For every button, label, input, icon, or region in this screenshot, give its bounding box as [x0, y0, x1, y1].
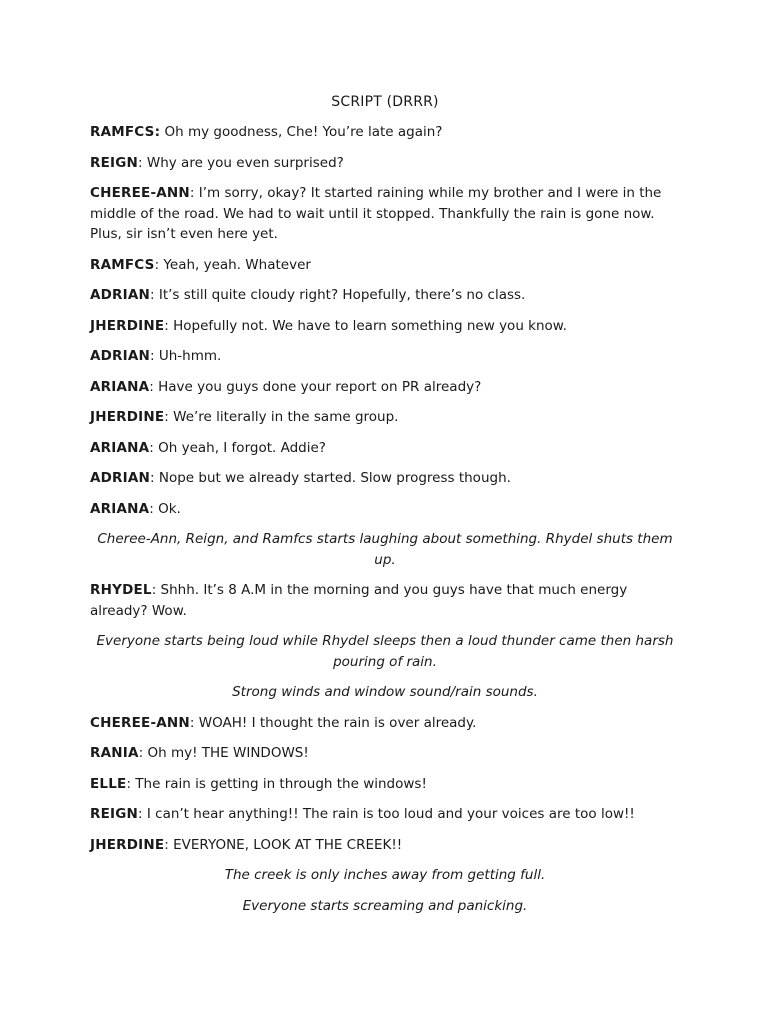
- speaker-name: CHEREE-ANN: [90, 185, 190, 201]
- dialogue-line: [90, 499, 680, 520]
- dialogue-line: [90, 713, 680, 734]
- speaker-name: REIGN: [90, 154, 139, 171]
- speaker-name: ADRIAN: [90, 470, 151, 486]
- dialogue-text: : I can’t hear anything!! The rain is too loud and your voices are too low!!: [138, 806, 635, 822]
- dialogue-text: : Oh yeah, I forgot. Addie?: [149, 439, 326, 456]
- dialogue-line: [90, 804, 680, 825]
- speaker-name: ADRIAN: [90, 287, 151, 303]
- dialogue-text: : Ok.: [149, 500, 181, 517]
- speaker-name: ARIANA: [90, 439, 150, 456]
- dialogue-line: [90, 580, 680, 621]
- dialogue-line: [90, 153, 680, 174]
- speaker-name: RHYDEL: [90, 582, 152, 598]
- dialogue-text: : We’re literally in the same group.: [164, 409, 399, 425]
- speaker-name: ARIANA: [90, 378, 150, 395]
- dialogue-text: : Why are you even surprised?: [138, 154, 344, 171]
- stage-direction: Everyone starts screaming and panicking.: [242, 897, 528, 914]
- dialogue-text: : Nope but we already started. Slow progress though.: [150, 470, 511, 486]
- stage-direction: The creek is only inches away from getting full.: [224, 867, 546, 883]
- dialogue-line: [90, 377, 680, 398]
- dialogue-text: : EVERYONE, LOOK AT THE CREEK!!: [164, 836, 403, 853]
- speaker-name: JHERDINE: [90, 409, 165, 425]
- stage-direction: Strong winds and window sound/rain sounds.: [232, 684, 538, 700]
- dialogue-line: [90, 468, 680, 489]
- stage-direction: Cheree-Ann, Reign, and Ramfcs starts laughing about something. Rhydel shuts them up.: [97, 531, 673, 568]
- speaker-name: JHERDINE: [90, 317, 165, 334]
- script-title: SCRIPT (DRRR): [331, 94, 439, 110]
- dialogue-line: [90, 346, 680, 367]
- script-page: [90, 94, 680, 926]
- speaker-name: JHERDINE: [90, 836, 165, 853]
- dialogue-line: [90, 835, 680, 856]
- dialogue-line: [90, 438, 680, 459]
- dialogue-text: : Hopefully not. We have to learn something new you know.: [164, 317, 567, 334]
- speaker-name: CHEREE-ANN: [90, 714, 190, 731]
- dialogue-line: [90, 774, 680, 795]
- speaker-name: ADRIAN: [90, 348, 151, 364]
- dialogue-text: : Shhh. It’s 8 A.M in the morning and you guys have that much energy already? Wow.: [90, 582, 628, 619]
- dialogue-line: [90, 407, 680, 428]
- speaker-name: ARIANA: [90, 500, 150, 517]
- dialogue-text: : I’m sorry, okay? It started raining while my brother and I were in the middle of the road. We had to wait until it stopped. Thankfully the rain is gone now. Plus, sir isn’t even here yet.: [90, 185, 662, 242]
- dialogue-line: [90, 183, 680, 245]
- dialogue-text: : Oh my! THE WINDOWS!: [138, 745, 309, 761]
- dialogue-line: [90, 316, 680, 337]
- dialogue-line: [90, 122, 680, 143]
- dialogue-text: : Have you guys done your report on PR already?: [149, 378, 482, 395]
- dialogue-line: [90, 255, 680, 276]
- dialogue-text: : The rain is getting in through the windows!: [126, 775, 427, 792]
- dialogue-text: : WOAH! I thought the rain is over already.: [189, 714, 477, 731]
- dialogue-line: [90, 743, 680, 764]
- dialogue-text: : It’s still quite cloudy right? Hopefully, there’s no class.: [150, 287, 526, 303]
- speaker-name: RAMFCS:: [90, 124, 161, 140]
- speaker-name: RAMFCS: [90, 256, 155, 273]
- dialogue-line: [90, 285, 680, 306]
- speaker-name: ELLE: [90, 775, 127, 792]
- dialogue-text: : Yeah, yeah. Whatever: [154, 256, 311, 273]
- dialogue-text: : Uh-hmm.: [150, 348, 222, 364]
- dialogue-text: Oh my goodness, Che! You’re late again?: [160, 124, 443, 140]
- speaker-name: REIGN: [90, 806, 139, 822]
- speaker-name: RANIA: [90, 745, 139, 761]
- stage-direction: Everyone starts being loud while Rhydel sleeps then a loud thunder came then harsh pouring of rain.: [96, 633, 674, 670]
